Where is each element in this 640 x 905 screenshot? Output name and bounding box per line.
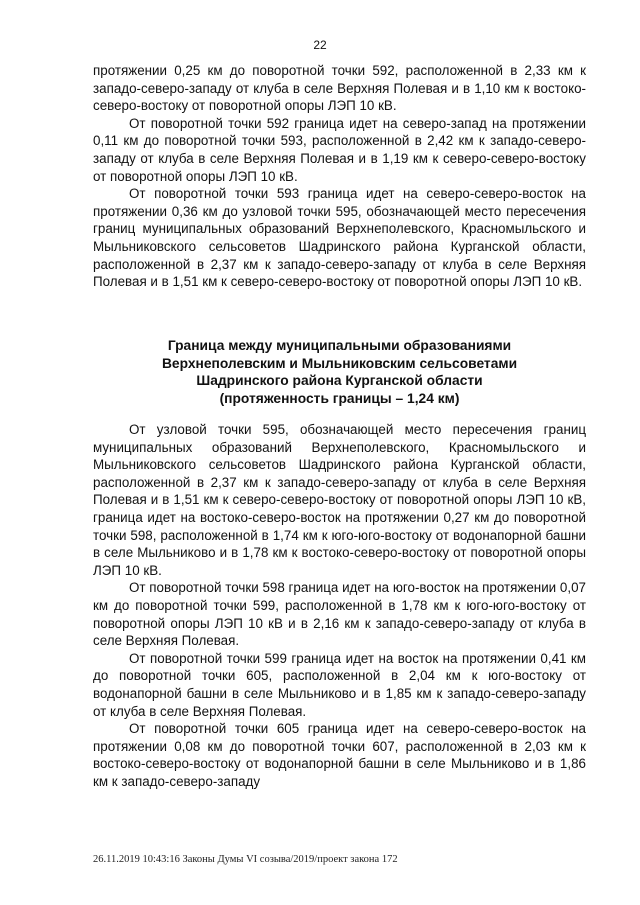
heading-line: Граница между муниципальными образованиями — [167, 338, 512, 353]
heading-line: Верхнеполевским и Мыльниковским сельсоветами — [161, 355, 518, 371]
section-heading — [93, 337, 586, 407]
paragraph: От поворотной точки 592 граница идет на северо-запад на протяжении 0,11 км до поворотной точки 593, расположенной в 2,42 км к западо-северо-западу от клуба в селе Верхняя Полевая и в 1,19 км к северо-северо-востоку от поворотной опоры ЛЭП 10 кВ. — [93, 115, 586, 184]
text-block-lower — [93, 421, 586, 790]
paragraph: От поворотной точки 593 граница идет на северо-северо-восток на протяжении 0,36 км до узловой точки 595, обозначающей место пересечения границ муниципальных образований Верхнеполевского, Красномыльского и Мыльниковского сельсоветов Шадринского района Курганской области, расположенной в 2,37 км к западо-северо-западу от клуба в селе Верхняя Полевая и в 1,51 км к северо-северо-востоку от поворотной опоры ЛЭП 10 кВ. — [93, 186, 586, 290]
paragraph: От поворотной точки 598 граница идет на юго-восток на протяжении 0,07 км до поворотной точки 599, расположенной в 1,78 км к юго-юго-востоку от поворотной опоры ЛЭП 10 кВ и в 2,16 км к западо-северо-западу от клуба в селе Верхняя Полевая. — [93, 580, 586, 649]
heading-line: Шадринского района Курганской области — [196, 373, 483, 389]
page-number: 22 — [313, 38, 327, 52]
paragraph: От узловой точки 595, обозначающей место пересечения границ муниципальных образований Верхнеполевского, Красномыльского и Мыльниковского сельсоветов Шадринского района Курганской области, расположенной в 2,37 км к западо-северо-западу от клуба в селе Верхняя Полевая и в 1,51 км к северо-северо-востоку от поворотной опоры ЛЭП 10 кВ, граница идет на востоко-северо-восток на протяжении 0,27 км до поворотной точки 598, расположенной в 1,74 км к юго-юго-востоку от водонапорной башни в селе Мыльниково и в 1,78 км к востоко-северо-востоку от поворотной опоры ЛЭП 10 кВ. — [93, 422, 586, 578]
paragraph: От поворотной точки 605 граница идет на северо-северо-восток на протяжении 0,08 км до поворотной точки 607, расположенной в 2,03 км к востоко-северо-востоку от водонапорной башни в селе Мыльниково и в 1,86 км к западо-северо-западу — [93, 721, 586, 789]
heading-line: (протяженность границы – 1,24 км) — [219, 390, 460, 406]
paragraph: От поворотной точки 599 граница идет на восток на протяжении 0,41 км до поворотной точки 605, расположенной в 2,04 км к юго-востоку от водонапорной башни в селе Мыльниково и в 1,85 км к западо-северо-западу от клуба в селе Верхняя Полевая. — [93, 650, 586, 719]
text-block-upper — [93, 62, 586, 291]
paragraph: протяжении 0,25 км до поворотной точки 592, расположенной в 2,33 км к западо-северо-западу от клуба в селе Верхняя Полевая и в 1,10 км к востоко-северо-востоку от поворотной опоры ЛЭП 10 кВ. — [93, 63, 586, 114]
document-footer: 26.11.2019 10:43:16 Законы Думы VI созыва/2019/проект закона 172 — [93, 854, 398, 865]
